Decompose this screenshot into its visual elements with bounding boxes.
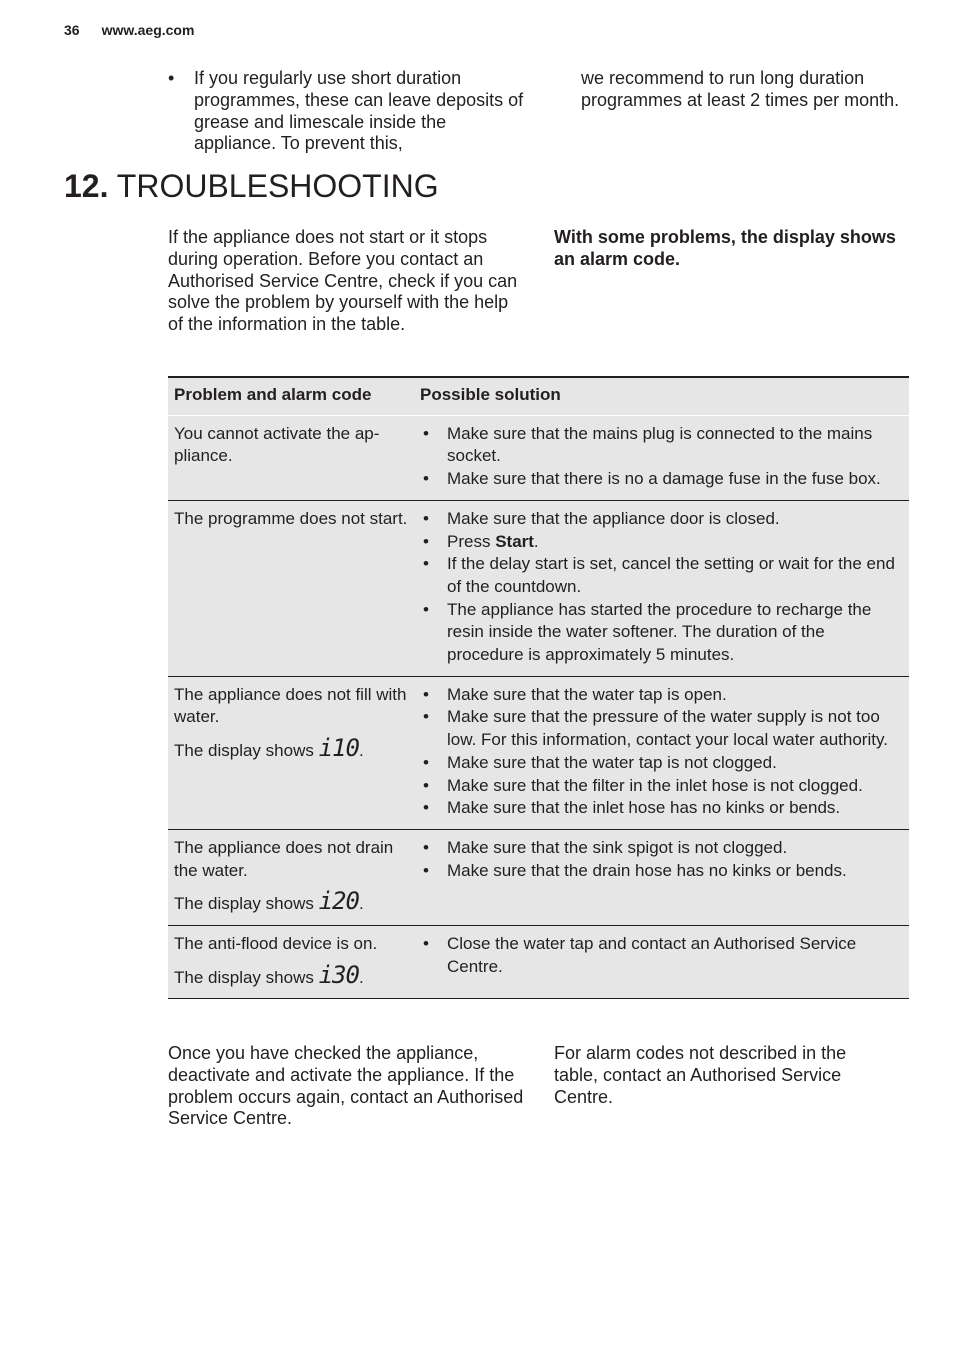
table-row (168, 415, 909, 500)
table-row (168, 926, 909, 999)
alarm-code: i10 (318, 734, 359, 763)
solution-item: • Make sure that the sink spigot is not clogged. (420, 837, 903, 860)
section-number: 12. (64, 168, 109, 204)
display-prefix: The display shows (174, 894, 314, 914)
intro-paragraph: If the appliance does not start or it stops during operation. Before you contact an Authorised Service Centre, check if you can solve the problem by yourself with the help of the information in the table. (168, 227, 518, 335)
display-code-line: The display shows i30. (174, 960, 364, 989)
solution-item: • Make sure that the water tap is not clogged. (420, 752, 903, 775)
solution-item: • Make sure that the filter in the inlet hose is not clogged. (420, 775, 903, 798)
problem-text: The appliance does not fill with water. (174, 684, 407, 727)
solution-item: • Make sure that the drain hose has no kinks or bends. (420, 860, 903, 883)
display-prefix: The display shows (174, 967, 314, 987)
troubleshooting-table (168, 376, 909, 999)
problem-text: The anti-flood device is on. (174, 934, 378, 954)
solution-item: • Make sure that the inlet hose has no kinks or bends. (420, 797, 903, 820)
closing-paragraph: Once you have checked the appliance, deactivate and activate the appliance. If the problem occurs again, contact an Authorised Service Centre. (168, 1043, 524, 1129)
page-header (64, 22, 194, 38)
column-header-problem: Problem and alarm code (168, 377, 414, 415)
section-heading (64, 168, 439, 205)
section-title: TROUBLESHOOTING (116, 168, 439, 204)
start-label: Start (495, 531, 534, 551)
bullet-icon: • (168, 68, 175, 88)
problem-cell (168, 926, 414, 999)
solution-item (420, 531, 903, 554)
solution-text: Press (447, 531, 496, 551)
solution-list (420, 684, 903, 820)
table-row (168, 500, 909, 676)
alarm-code: i20 (318, 887, 359, 916)
solution-text: . (533, 531, 539, 551)
solution-item: • Make sure that the mains plug is connected to the mains socket. (420, 423, 903, 468)
problem-text: The appliance does not drain the water. (174, 837, 394, 880)
intro-continuation: we recommend to run long duration programmes at least 2 times per month. (581, 68, 900, 110)
solution-list (420, 508, 903, 667)
page-number: 36 (64, 22, 80, 38)
table-row (168, 829, 909, 925)
solution-list (420, 423, 903, 491)
solution-cell (414, 500, 909, 676)
service-note: For alarm codes not described in the table, contact an Authorised Service Centre. (554, 1043, 847, 1107)
solution-item: • Make sure that the water tap is open. (420, 684, 903, 707)
display-prefix: The display shows (174, 741, 314, 761)
problem-cell (168, 676, 414, 829)
solution-item: • Make sure that there is no a damage fuse in the fuse box. (420, 468, 903, 491)
website-link[interactable]: www.aeg.com (101, 22, 195, 38)
display-code-line: The display shows i10. (174, 734, 364, 763)
table-header-row (168, 377, 909, 415)
solution-list (420, 933, 903, 978)
solution-cell (414, 926, 909, 999)
solution-cell (414, 829, 909, 925)
problem-cell (168, 500, 414, 676)
intro-bullet-text: If you regularly use short duration programmes, these can leave deposits of grease and limescale inside the appliance. To prevent this, (194, 68, 524, 154)
column-header-solution: Possible solution (414, 377, 909, 415)
solution-cell (414, 415, 909, 500)
alarm-note: With some problems, the display shows an alarm code. (554, 227, 896, 269)
problem-text: The programme does not start. (174, 508, 408, 528)
solution-item: • Make sure that the appliance door is closed. (420, 508, 903, 531)
solution-cell (414, 676, 909, 829)
solution-item: • The appliance has started the procedure to recharge the resin inside the water softener. The duration of the procedure is approximately 5 minutes. (420, 599, 903, 667)
problem-cell (168, 415, 414, 500)
intro-bullet (168, 68, 528, 155)
table-row (168, 676, 909, 829)
problem-text: You cannot activate the ap-pliance. (174, 423, 380, 466)
solution-item: • Make sure that the pressure of the water supply is not too low. For this information, contact your local water authority. (420, 706, 903, 751)
display-code-line: The display shows i20. (174, 887, 364, 916)
problem-cell (168, 829, 414, 925)
solution-item: • If the delay start is set, cancel the setting or wait for the end of the countdown. (420, 553, 903, 598)
solution-item: • Close the water tap and contact an Authorised Service Centre. (420, 933, 903, 978)
alarm-code: i30 (318, 960, 359, 989)
solution-list (420, 837, 903, 882)
table-body (168, 415, 909, 999)
